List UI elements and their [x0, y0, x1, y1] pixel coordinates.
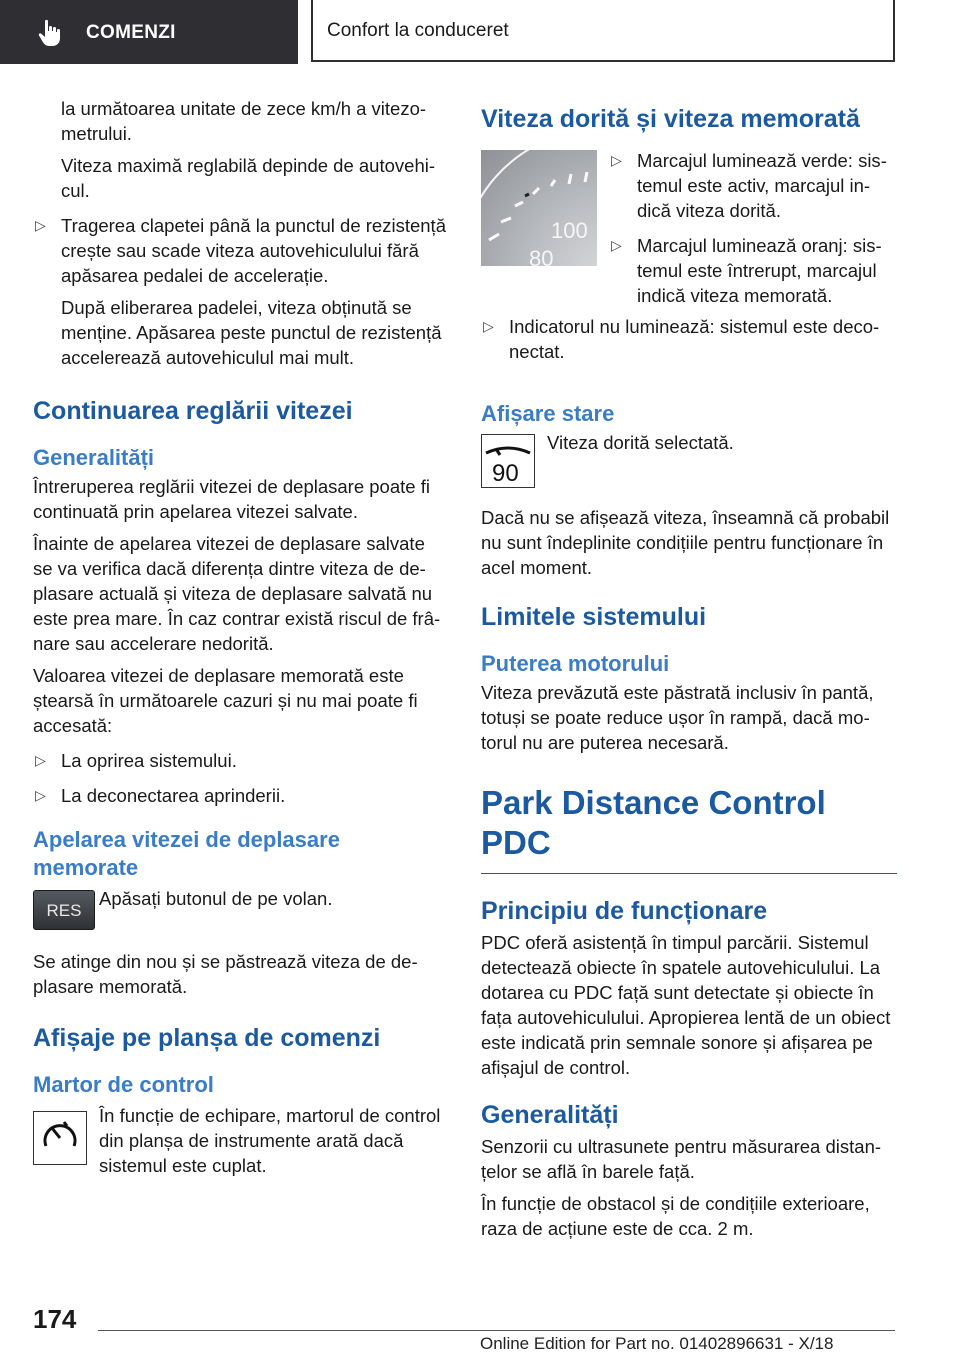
- left-column: [33, 96, 447, 1178]
- svg-text:90: 90: [492, 460, 519, 487]
- svg-text:100: 100: [551, 218, 588, 243]
- section-heading-limite: Limitele sistemului: [481, 603, 707, 631]
- list-item: ▷ Indicatorul nu luminează: sistemul este deconectat.: [483, 316, 880, 362]
- speedo-block: [481, 148, 897, 318]
- right-column: [481, 104, 897, 1241]
- res-button-icon: RES: [33, 890, 95, 930]
- page-footer: [0, 1290, 960, 1362]
- section-heading-principiu: Principiu de funcționare: [481, 897, 768, 925]
- svg-text:80: 80: [529, 246, 554, 266]
- paragraph: Valoarea vitezei de deplasare memorată este ștearsă în următoarele cazuri și nu mai poate fi accesată:: [33, 665, 418, 736]
- speedometer-image: [481, 150, 597, 266]
- header-tabbar: [0, 0, 960, 66]
- page-number: 174: [33, 1304, 77, 1334]
- bullet-triangle-icon: ▷: [35, 752, 46, 768]
- speed-display-icon: [481, 434, 535, 488]
- subheading-martor: Martor de control: [33, 1072, 214, 1097]
- bullet-triangle-icon: ▷: [611, 152, 622, 168]
- paragraph: Senzorii cu ultrasunete pentru măsurarea distanțelor se află în barele față.: [481, 1136, 882, 1182]
- paragraph: la următoarea unitate de zece km/h a vitezometrului.: [61, 98, 427, 144]
- section-heading-afisaje: Afișaje pe planșa de comenzi: [33, 1024, 381, 1052]
- paragraph: Viteza maximă reglabilă depinde de autovehicul.: [61, 155, 436, 201]
- paragraph: Înainte de apelarea vitezei de deplasare salvate se va verifica dacă diferența dintre viteza de deplasare actuală și viteza de deplasare salvată nu este prea mare. În caz contrar există riscul de frânare sau accelerare nedorită.: [33, 533, 441, 654]
- paragraph: Se atinge din nou și se păstrează viteza de deplasare memorată.: [33, 951, 418, 997]
- list-item: ▷ La oprirea sistemului.: [35, 750, 237, 771]
- subheading-generalitati: Generalități: [33, 445, 155, 470]
- paragraph: PDC oferă asistență în timpul parcării. Sistemul detectează obiecte în spatele autovehiculului. La dotarea cu PDC față sunt detectate și obiecte în fața autovehiculului. Apropierea lentă de un obiect este indicată prin semnale sonore și afișarea pe afișajul de control.: [481, 932, 891, 1078]
- bullet-triangle-icon: ▷: [35, 217, 46, 233]
- section-heading-generalitati: Generalități: [481, 1101, 619, 1129]
- paragraph: În funcție de obstacol și de condițiile exterioare, raza de acțiune este de cca. 2 m.: [481, 1193, 870, 1239]
- list-item: ▷ Marcajul luminează oranj: sistemul este întrerupt, marcajul indică viteza memorată.: [611, 235, 882, 306]
- bullet-triangle-icon: ▷: [483, 318, 494, 334]
- tab-comenzi-label: COMENZI: [86, 22, 176, 43]
- tab-confort[interactable]: [311, 0, 895, 62]
- list-item: ▷ Marcajul luminează verde: sistemul este activ, marcajul indică viteza dorită.: [611, 150, 887, 221]
- subheading-afisare-stare: Afișare stare: [481, 401, 615, 426]
- paragraph: Dacă nu se afișează viteza, înseamnă că probabil nu sunt îndeplinite condițiile pentru funcționare în acel moment.: [481, 507, 890, 578]
- chapter-heading-pdc: Park Distance Control PDC: [481, 784, 826, 861]
- res-instruction: RES Apăsați butonul de pe volan.: [33, 886, 447, 941]
- subheading-apelarea: Apelarea vitezei de deplasare memorate: [33, 827, 340, 880]
- bullet-triangle-icon: ▷: [35, 787, 46, 803]
- section-heading-viteza: Viteza dorită și viteza memorată: [481, 105, 860, 133]
- paragraph: După eliberarea padelei, viteza obținută se menține. Apăsarea peste punctul de rezistență accelerează autovehiculul mai mult.: [61, 297, 442, 368]
- edition-label: Online Edition for Part no. 01402896631 - X/18: [480, 1334, 834, 1353]
- speedometer-lever-icon: [33, 1111, 87, 1165]
- section-heading-continuare: Continuarea reglării vitezei: [33, 397, 353, 425]
- martor-instruction: În funcție de echipare, martorul de control din planșa de instrumente arată dacă sistemul este cuplat.: [33, 1103, 447, 1178]
- tab-comenzi[interactable]: [0, 0, 298, 64]
- list-item: ▷ La deconectarea aprinderii.: [35, 785, 286, 806]
- paragraph: Viteza prevăzută este păstrată inclusiv în pantă, totuși se poate reduce ușor în rampă, dacă motorul nu are puterea necesară.: [481, 682, 874, 753]
- status-instruction: 90 Viteza dorită selectată.: [481, 430, 897, 495]
- subheading-puterea: Puterea motorului: [481, 651, 670, 676]
- list-item: ▷ Tragerea clapetei până la punctul de rezistență crește sau scade viteza autovehiculului fără apăsarea pedalei de accelerație.: [35, 215, 446, 286]
- bullet-triangle-icon: ▷: [611, 237, 622, 253]
- hand-pointer-icon: [36, 18, 66, 48]
- tab-confort-label: Confort la conduceret: [327, 20, 509, 41]
- footer-rule: [98, 1330, 895, 1331]
- paragraph: Întreruperea reglării vitezei de deplasare poate fi continuată prin apelarea vitezei salvate.: [33, 476, 430, 522]
